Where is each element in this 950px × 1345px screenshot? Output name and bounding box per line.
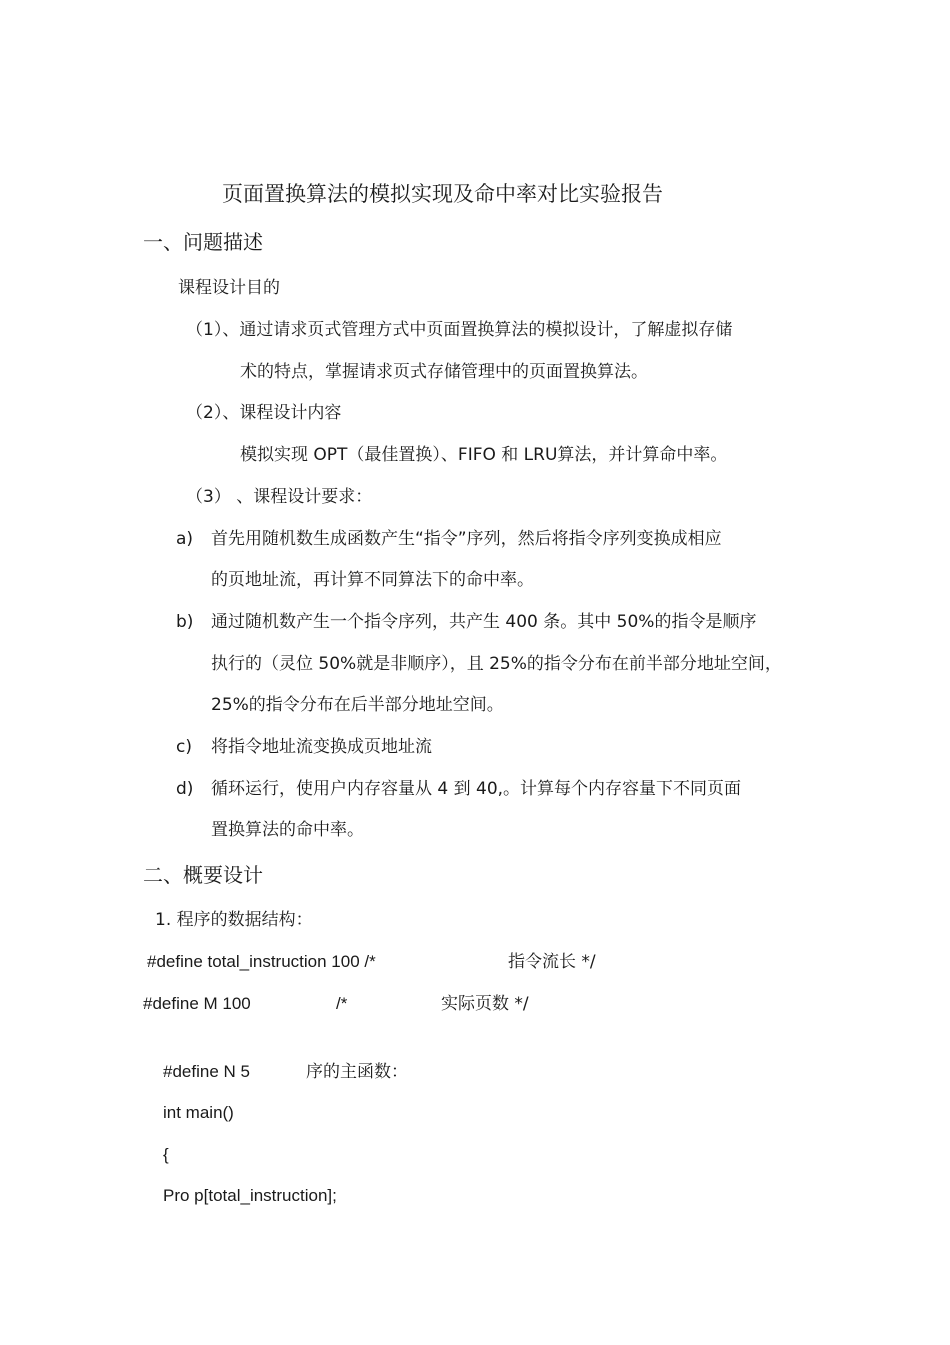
code-open-brace: { [163, 1145, 169, 1164]
req-d-line1: 循环运行，使用户内存容量从 4 到 40,。计算每个内存容量下不同页面 [211, 779, 742, 799]
section-heading-problem: 一、问题描述 [143, 230, 263, 254]
main-function-label: 序的主函数： [306, 1062, 408, 1082]
req-a-marker: a) [176, 529, 194, 549]
req-d-line2: 置换算法的命中率。 [211, 820, 364, 840]
code-main-signature: int main() [163, 1103, 234, 1122]
item2-label: （2）、课程设计内容 [186, 403, 342, 423]
define-total-instruction: #define total_instruction 100 /* [147, 952, 376, 971]
code-array-declaration: Pro p[total_instruction]; [163, 1186, 337, 1205]
req-d-marker: d) [176, 779, 194, 799]
req-c-marker: c) [176, 737, 192, 757]
req-b-marker: b) [176, 612, 194, 632]
define-m-comment-open: /* [336, 994, 348, 1013]
define-m-comment: 实际页数 */ [441, 994, 529, 1014]
item3-label: （3） 、课程设计要求： [186, 487, 373, 507]
req-b-line3: 25%的指令分布在后半部分地址空间。 [211, 695, 504, 715]
item1-line2: 术的特点，掌握请求页式存储管理中的页面置换算法。 [240, 362, 648, 382]
req-b-line2: 执行的（灵位 50%就是非顺序），且 25%的指令分布在前半部分地址空间， [211, 654, 782, 674]
req-c-line1: 将指令地址流变换成页地址流 [211, 737, 432, 757]
data-structure-label: 1. 程序的数据结构： [155, 910, 313, 930]
purpose-label: 课程设计目的 [178, 278, 280, 298]
item1-line1: （1）、通过请求页式管理方式中页面置换算法的模拟设计，了解虚拟存储 [186, 320, 733, 340]
document-title: 页面置换算法的模拟实现及命中率对比实验报告 [222, 182, 663, 206]
req-a-line2: 的页地址流，再计算不同算法下的命中率。 [211, 570, 534, 590]
req-a-line1: 首先用随机数生成函数产生“指令”序列，然后将指令序列变换成相应 [211, 529, 722, 549]
define-n: #define N 5 [163, 1062, 250, 1081]
define-m: #define M 100 [143, 994, 251, 1013]
section-heading-design: 二、概要设计 [143, 863, 263, 887]
define-total-instruction-comment: 指令流长 */ [508, 952, 596, 972]
item2-text: 模拟实现 OPT（最佳置换）、FIFO 和 LRU算法，并计算命中率。 [240, 445, 728, 465]
req-b-line1: 通过随机数产生一个指令序列，共产生 400 条。其中 50%的指令是顺序 [211, 612, 757, 632]
